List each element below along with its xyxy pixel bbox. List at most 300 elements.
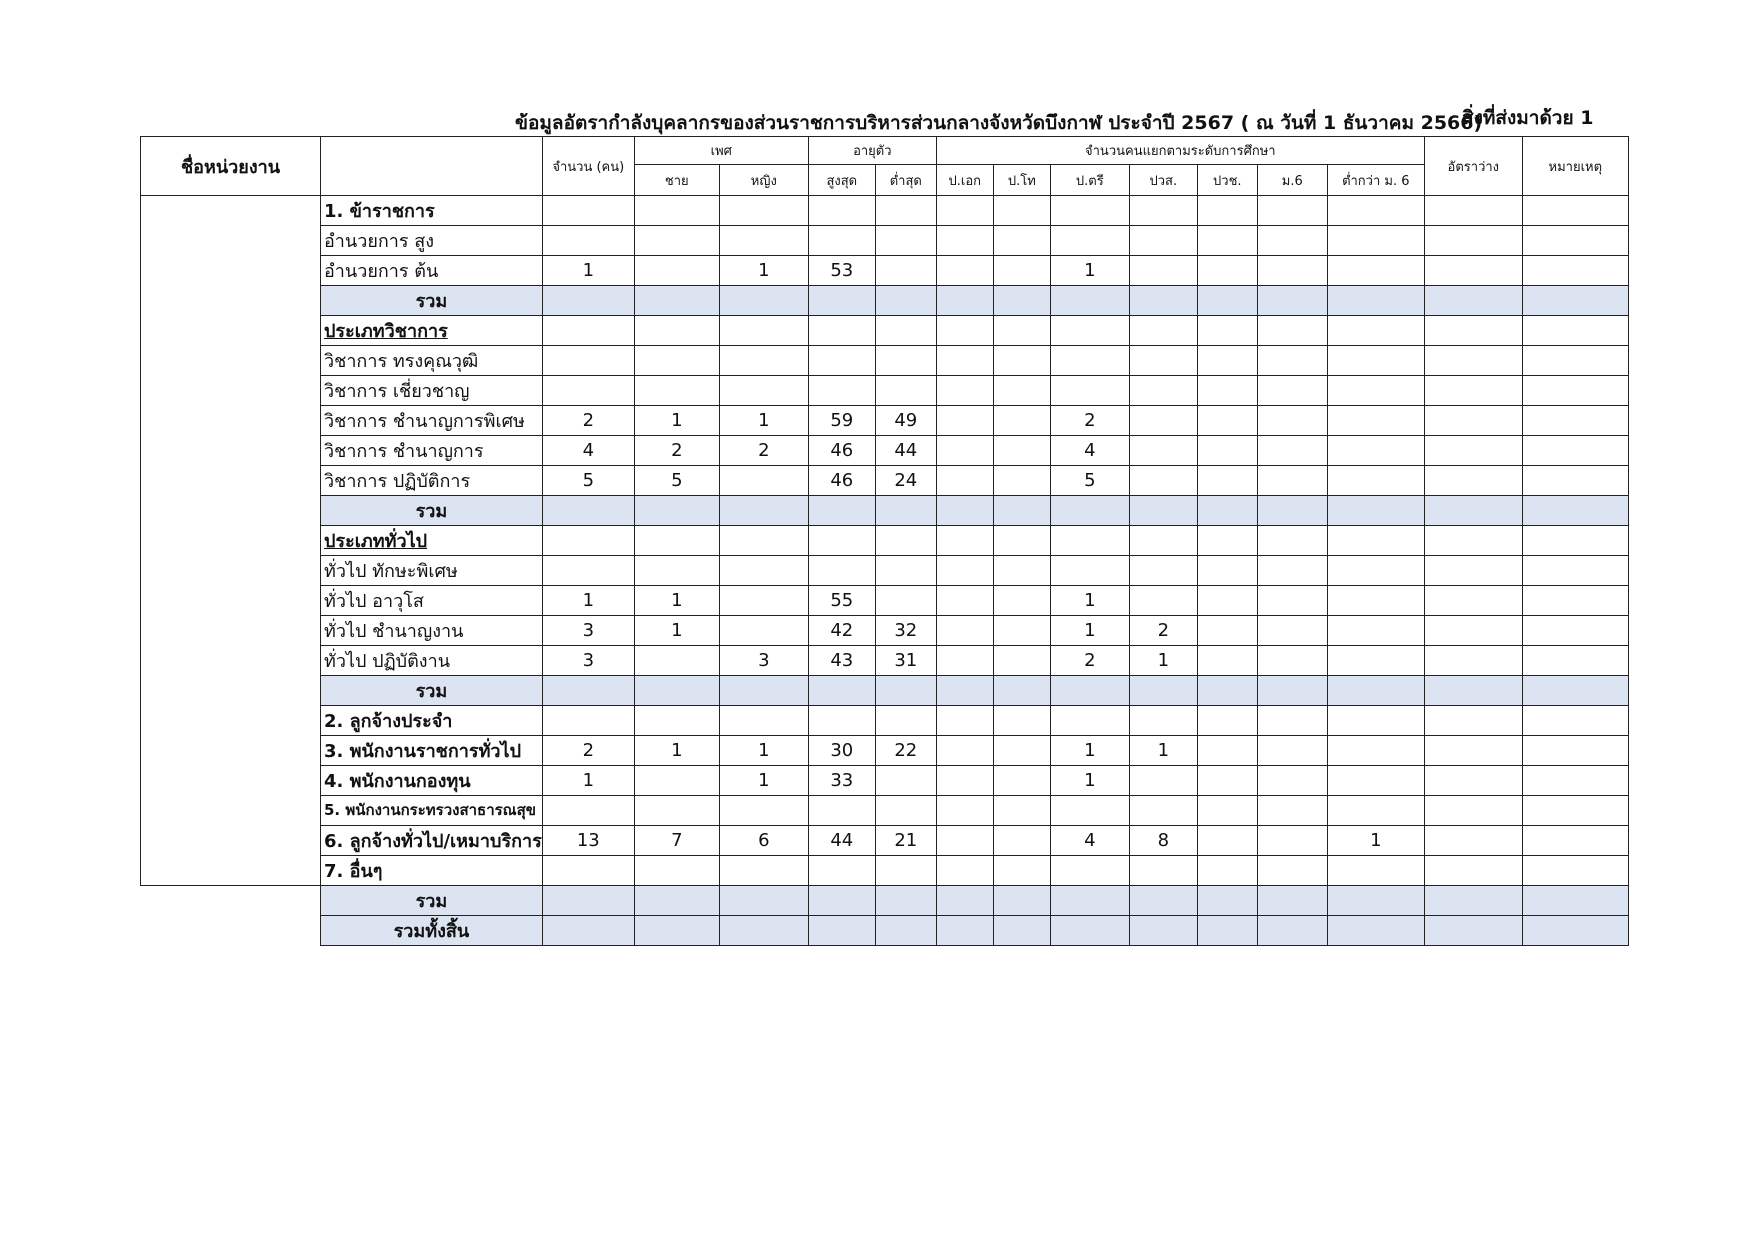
data-cell bbox=[1522, 466, 1628, 496]
data-cell bbox=[1327, 286, 1424, 316]
data-cell bbox=[1522, 286, 1628, 316]
data-cell bbox=[1050, 556, 1129, 586]
data-cell bbox=[542, 286, 634, 316]
data-cell bbox=[1197, 855, 1257, 885]
data-cell: 3 bbox=[542, 646, 634, 676]
row-label: วิชาการ ปฏิบัติการ bbox=[321, 466, 543, 496]
data-cell bbox=[1257, 796, 1327, 826]
data-cell bbox=[1424, 915, 1522, 945]
table-row bbox=[141, 406, 1629, 436]
table-row bbox=[141, 346, 1629, 376]
data-cell: 1 bbox=[719, 406, 808, 436]
data-cell bbox=[1327, 376, 1424, 406]
data-cell bbox=[1257, 766, 1327, 796]
data-cell: 43 bbox=[808, 646, 875, 676]
data-cell bbox=[719, 196, 808, 226]
data-cell bbox=[1327, 496, 1424, 526]
data-cell bbox=[808, 855, 875, 885]
header-age: อายุตัว bbox=[808, 137, 936, 165]
attachment-label: สิ่งที่ส่งมาด้วย 1 bbox=[1462, 107, 1594, 129]
row-label: 6. ลูกจ้างทั่วไป/เหมาบริการ bbox=[321, 825, 543, 855]
data-cell bbox=[1424, 796, 1522, 826]
data-cell bbox=[542, 796, 634, 826]
table-row bbox=[141, 706, 1629, 736]
data-cell bbox=[1129, 586, 1197, 616]
row-label: 5. พนักงานกระทรวงสาธารณสุข bbox=[321, 796, 543, 826]
data-cell bbox=[1197, 706, 1257, 736]
data-cell bbox=[1522, 226, 1628, 256]
data-cell bbox=[1257, 196, 1327, 226]
data-cell: 1 bbox=[1129, 736, 1197, 766]
data-cell bbox=[634, 556, 719, 586]
data-cell bbox=[1327, 706, 1424, 736]
data-cell bbox=[1522, 556, 1628, 586]
table-row bbox=[141, 825, 1629, 855]
data-cell bbox=[993, 766, 1050, 796]
data-cell bbox=[1129, 376, 1197, 406]
row-label: รวม bbox=[321, 676, 543, 706]
table-body bbox=[141, 196, 1629, 946]
data-cell bbox=[1327, 855, 1424, 885]
data-cell bbox=[993, 796, 1050, 826]
header-phd: ป.เอก bbox=[936, 165, 993, 196]
data-cell bbox=[1424, 256, 1522, 286]
data-cell bbox=[1197, 885, 1257, 915]
data-cell bbox=[808, 915, 875, 945]
data-cell bbox=[1129, 226, 1197, 256]
data-cell bbox=[1129, 796, 1197, 826]
data-cell bbox=[875, 885, 936, 915]
data-cell bbox=[993, 855, 1050, 885]
row-label: ทั่วไป ชำนาญงาน bbox=[321, 616, 543, 646]
data-cell bbox=[1257, 646, 1327, 676]
data-cell: 1 bbox=[542, 766, 634, 796]
data-cell bbox=[1257, 736, 1327, 766]
data-cell bbox=[1327, 256, 1424, 286]
summary-row bbox=[141, 676, 1629, 706]
data-cell bbox=[936, 526, 993, 556]
header-age-max: สูงสุด bbox=[808, 165, 875, 196]
data-cell bbox=[719, 466, 808, 496]
header-age-min: ต่ำสุด bbox=[875, 165, 936, 196]
data-cell bbox=[719, 526, 808, 556]
data-cell bbox=[634, 376, 719, 406]
data-cell bbox=[634, 885, 719, 915]
data-cell bbox=[1050, 885, 1129, 915]
data-cell: 53 bbox=[808, 256, 875, 286]
data-cell bbox=[1129, 706, 1197, 736]
data-cell bbox=[1424, 855, 1522, 885]
data-cell bbox=[1522, 586, 1628, 616]
data-cell bbox=[719, 496, 808, 526]
data-cell bbox=[1327, 196, 1424, 226]
data-cell bbox=[1129, 256, 1197, 286]
data-cell bbox=[1327, 915, 1424, 945]
data-cell: 2 bbox=[542, 406, 634, 436]
data-cell: 3 bbox=[542, 616, 634, 646]
data-cell bbox=[1197, 436, 1257, 466]
table-row bbox=[141, 736, 1629, 766]
summary-row bbox=[141, 885, 1629, 915]
row-label: 3. พนักงานราชการทั่วไป bbox=[321, 736, 543, 766]
data-cell bbox=[1327, 885, 1424, 915]
table-row bbox=[141, 196, 1629, 226]
row-label: วิชาการ ชำนาญการ bbox=[321, 436, 543, 466]
data-cell bbox=[542, 346, 634, 376]
data-cell bbox=[1257, 376, 1327, 406]
header-unit-name: ชื่อหน่วยงาน bbox=[141, 137, 321, 196]
data-cell bbox=[1129, 556, 1197, 586]
header-sex: เพศ bbox=[634, 137, 808, 165]
table-row bbox=[141, 526, 1629, 556]
data-cell bbox=[1129, 766, 1197, 796]
data-cell bbox=[719, 796, 808, 826]
data-cell bbox=[634, 676, 719, 706]
data-cell: 5 bbox=[1050, 466, 1129, 496]
data-cell bbox=[1257, 436, 1327, 466]
data-cell bbox=[634, 256, 719, 286]
table-row bbox=[141, 556, 1629, 586]
data-cell bbox=[1197, 316, 1257, 346]
data-cell bbox=[1197, 646, 1257, 676]
data-cell bbox=[1050, 316, 1129, 346]
data-cell: 42 bbox=[808, 616, 875, 646]
data-cell bbox=[936, 766, 993, 796]
table-row bbox=[141, 646, 1629, 676]
data-cell bbox=[1522, 196, 1628, 226]
data-cell bbox=[1197, 346, 1257, 376]
data-cell bbox=[1129, 676, 1197, 706]
data-cell bbox=[1522, 316, 1628, 346]
header-education: จำนวนคนแยกตามระดับการศึกษา bbox=[936, 137, 1424, 165]
data-cell bbox=[1327, 436, 1424, 466]
row-label: 4. พนักงานกองทุน bbox=[321, 766, 543, 796]
data-cell: 5 bbox=[542, 466, 634, 496]
data-cell bbox=[1522, 616, 1628, 646]
data-cell bbox=[1197, 406, 1257, 436]
data-cell bbox=[1522, 346, 1628, 376]
table-row bbox=[141, 376, 1629, 406]
data-cell bbox=[1129, 526, 1197, 556]
data-cell bbox=[1197, 256, 1257, 286]
data-cell: 2 bbox=[1050, 646, 1129, 676]
data-cell bbox=[1257, 406, 1327, 436]
data-cell: 8 bbox=[1129, 825, 1197, 855]
data-cell: 1 bbox=[1050, 736, 1129, 766]
data-cell bbox=[634, 915, 719, 945]
data-cell bbox=[1257, 885, 1327, 915]
data-cell: 13 bbox=[542, 825, 634, 855]
data-cell: 2 bbox=[1050, 406, 1129, 436]
row-label: วิชาการ เชี่ยวชาญ bbox=[321, 376, 543, 406]
data-cell bbox=[719, 556, 808, 586]
data-cell bbox=[1257, 915, 1327, 945]
data-cell: 49 bbox=[875, 406, 936, 436]
data-cell bbox=[875, 226, 936, 256]
data-cell bbox=[1129, 196, 1197, 226]
data-cell bbox=[993, 346, 1050, 376]
data-cell bbox=[1197, 736, 1257, 766]
data-cell bbox=[936, 855, 993, 885]
data-cell bbox=[936, 376, 993, 406]
data-cell bbox=[808, 676, 875, 706]
data-cell bbox=[542, 496, 634, 526]
data-cell bbox=[1424, 676, 1522, 706]
data-cell bbox=[936, 796, 993, 826]
data-cell bbox=[1197, 496, 1257, 526]
data-cell bbox=[634, 526, 719, 556]
data-cell bbox=[808, 196, 875, 226]
row-label: ทั่วไป อาวุโส bbox=[321, 586, 543, 616]
data-cell bbox=[634, 286, 719, 316]
data-cell bbox=[719, 316, 808, 346]
data-cell bbox=[936, 346, 993, 376]
data-cell bbox=[1197, 556, 1257, 586]
data-cell bbox=[1197, 766, 1257, 796]
data-cell bbox=[936, 736, 993, 766]
data-cell: 4 bbox=[1050, 825, 1129, 855]
data-cell bbox=[936, 496, 993, 526]
data-cell bbox=[719, 706, 808, 736]
summary-row bbox=[141, 496, 1629, 526]
data-cell bbox=[993, 256, 1050, 286]
data-cell bbox=[993, 196, 1050, 226]
row-label: 1. ข้าราชการ bbox=[321, 196, 543, 226]
data-cell bbox=[1327, 616, 1424, 646]
row-label: รวม bbox=[321, 286, 543, 316]
data-cell bbox=[1050, 286, 1129, 316]
summary-row bbox=[141, 286, 1629, 316]
data-cell bbox=[1197, 526, 1257, 556]
data-cell bbox=[542, 855, 634, 885]
row-label: 2. ลูกจ้างประจำ bbox=[321, 706, 543, 736]
data-cell: 1 bbox=[719, 256, 808, 286]
data-cell bbox=[808, 526, 875, 556]
data-cell bbox=[875, 915, 936, 945]
data-cell bbox=[1327, 586, 1424, 616]
data-cell bbox=[542, 316, 634, 346]
data-cell bbox=[1424, 526, 1522, 556]
data-cell bbox=[1129, 496, 1197, 526]
data-cell bbox=[993, 556, 1050, 586]
data-cell bbox=[1522, 256, 1628, 286]
data-cell: 4 bbox=[1050, 436, 1129, 466]
data-cell: 1 bbox=[1050, 766, 1129, 796]
unit-name-cell bbox=[141, 196, 321, 886]
data-cell bbox=[993, 436, 1050, 466]
data-cell bbox=[634, 706, 719, 736]
row-label: วิชาการ ทรงคุณวุฒิ bbox=[321, 346, 543, 376]
data-cell bbox=[1129, 466, 1197, 496]
data-cell bbox=[1050, 676, 1129, 706]
data-cell bbox=[1522, 496, 1628, 526]
data-cell bbox=[993, 226, 1050, 256]
header-female: หญิง bbox=[719, 165, 808, 196]
data-cell bbox=[808, 556, 875, 586]
data-cell bbox=[1129, 286, 1197, 316]
data-cell bbox=[542, 196, 634, 226]
data-cell bbox=[936, 556, 993, 586]
data-cell bbox=[936, 406, 993, 436]
data-cell bbox=[1257, 496, 1327, 526]
data-cell bbox=[1424, 316, 1522, 346]
data-cell: 2 bbox=[719, 436, 808, 466]
data-cell bbox=[875, 676, 936, 706]
data-cell bbox=[1129, 915, 1197, 945]
data-cell bbox=[1050, 376, 1129, 406]
data-cell bbox=[1197, 196, 1257, 226]
data-cell: 1 bbox=[634, 406, 719, 436]
data-cell bbox=[1522, 766, 1628, 796]
data-cell bbox=[1424, 376, 1522, 406]
data-cell bbox=[1327, 796, 1424, 826]
data-cell bbox=[1197, 286, 1257, 316]
data-cell bbox=[1197, 796, 1257, 826]
row-label: วิชาการ ชำนาญการพิเศษ bbox=[321, 406, 543, 436]
data-cell bbox=[875, 346, 936, 376]
data-cell bbox=[634, 796, 719, 826]
document-title: ข้อมูลอัตรากำลังบุคลากรของส่วนราชการบริหารส่วนกลางจังหวัดบึงกาฬ ประจำปี 2567 ( ณ วันที่ 1 ธันวาคม 2566) bbox=[515, 112, 1483, 134]
data-cell bbox=[936, 676, 993, 706]
data-cell bbox=[1129, 346, 1197, 376]
data-cell bbox=[634, 766, 719, 796]
table-row bbox=[141, 616, 1629, 646]
data-cell bbox=[1129, 885, 1197, 915]
data-cell bbox=[1424, 825, 1522, 855]
data-cell: 44 bbox=[808, 825, 875, 855]
data-cell: 2 bbox=[1129, 616, 1197, 646]
data-cell bbox=[1327, 346, 1424, 376]
data-cell: 3 bbox=[719, 646, 808, 676]
data-cell bbox=[993, 526, 1050, 556]
data-cell: 6 bbox=[719, 825, 808, 855]
data-cell: 5 bbox=[634, 466, 719, 496]
table-row bbox=[141, 316, 1629, 346]
data-cell: 46 bbox=[808, 436, 875, 466]
data-cell bbox=[1257, 706, 1327, 736]
data-cell: 1 bbox=[1050, 586, 1129, 616]
data-cell bbox=[1424, 646, 1522, 676]
data-cell bbox=[1050, 226, 1129, 256]
data-cell bbox=[634, 496, 719, 526]
summary-row bbox=[141, 915, 1629, 945]
data-cell bbox=[808, 226, 875, 256]
data-cell bbox=[808, 316, 875, 346]
data-cell bbox=[1129, 316, 1197, 346]
data-cell bbox=[1197, 466, 1257, 496]
data-cell bbox=[936, 646, 993, 676]
table-row bbox=[141, 226, 1629, 256]
data-cell bbox=[1050, 706, 1129, 736]
data-cell bbox=[1424, 286, 1522, 316]
data-cell bbox=[993, 316, 1050, 346]
data-cell: 46 bbox=[808, 466, 875, 496]
data-cell bbox=[719, 346, 808, 376]
data-cell bbox=[719, 286, 808, 316]
data-cell: 31 bbox=[875, 646, 936, 676]
data-cell bbox=[993, 616, 1050, 646]
data-cell bbox=[719, 226, 808, 256]
header-below-m6: ต่ำกว่า ม. 6 bbox=[1327, 165, 1424, 196]
data-cell bbox=[542, 526, 634, 556]
data-cell bbox=[993, 885, 1050, 915]
data-cell bbox=[719, 376, 808, 406]
data-cell bbox=[1327, 736, 1424, 766]
data-cell bbox=[1327, 406, 1424, 436]
data-cell bbox=[875, 496, 936, 526]
data-cell bbox=[993, 825, 1050, 855]
data-cell: 1 bbox=[634, 616, 719, 646]
data-cell: 2 bbox=[634, 436, 719, 466]
data-cell bbox=[1257, 556, 1327, 586]
data-cell bbox=[875, 855, 936, 885]
data-cell bbox=[1257, 825, 1327, 855]
header-high-voc: ปวส. bbox=[1129, 165, 1197, 196]
data-cell bbox=[1050, 496, 1129, 526]
data-cell bbox=[1050, 526, 1129, 556]
data-cell: 24 bbox=[875, 466, 936, 496]
row-label: ทั่วไป ปฏิบัติงาน bbox=[321, 646, 543, 676]
row-label: ประเภททั่วไป bbox=[321, 526, 543, 556]
row-label: รวม bbox=[321, 496, 543, 526]
data-cell bbox=[634, 346, 719, 376]
data-cell bbox=[1327, 676, 1424, 706]
data-cell bbox=[1327, 316, 1424, 346]
header-category bbox=[321, 137, 543, 196]
header-count: จำนวน (คน) bbox=[542, 137, 634, 196]
data-cell bbox=[1522, 376, 1628, 406]
header-m6: ม.6 bbox=[1257, 165, 1327, 196]
data-cell bbox=[808, 496, 875, 526]
data-cell bbox=[1050, 796, 1129, 826]
data-cell bbox=[1257, 256, 1327, 286]
data-cell bbox=[1522, 526, 1628, 556]
data-cell bbox=[1129, 406, 1197, 436]
data-cell bbox=[1050, 855, 1129, 885]
data-cell bbox=[1522, 855, 1628, 885]
data-cell bbox=[1522, 885, 1628, 915]
data-cell bbox=[993, 466, 1050, 496]
data-cell bbox=[1257, 855, 1327, 885]
data-cell bbox=[542, 676, 634, 706]
data-cell bbox=[719, 855, 808, 885]
data-cell bbox=[1257, 676, 1327, 706]
header-remark: หมายเหตุ bbox=[1522, 137, 1628, 196]
data-cell bbox=[1522, 736, 1628, 766]
data-cell bbox=[993, 646, 1050, 676]
data-cell bbox=[993, 406, 1050, 436]
row-label: รวมทั้งสิ้น bbox=[321, 915, 543, 945]
data-cell bbox=[1522, 796, 1628, 826]
data-cell bbox=[1522, 436, 1628, 466]
data-cell: 1 bbox=[542, 586, 634, 616]
blank-area bbox=[141, 885, 321, 945]
data-cell bbox=[1327, 556, 1424, 586]
data-cell bbox=[993, 736, 1050, 766]
data-cell bbox=[1327, 226, 1424, 256]
data-cell bbox=[875, 256, 936, 286]
data-cell bbox=[719, 676, 808, 706]
data-cell bbox=[1257, 316, 1327, 346]
data-cell: 1 bbox=[634, 736, 719, 766]
data-cell bbox=[875, 706, 936, 736]
data-cell: 30 bbox=[808, 736, 875, 766]
data-cell bbox=[875, 376, 936, 406]
data-cell bbox=[542, 706, 634, 736]
data-cell bbox=[936, 316, 993, 346]
data-cell bbox=[808, 286, 875, 316]
data-cell bbox=[875, 286, 936, 316]
